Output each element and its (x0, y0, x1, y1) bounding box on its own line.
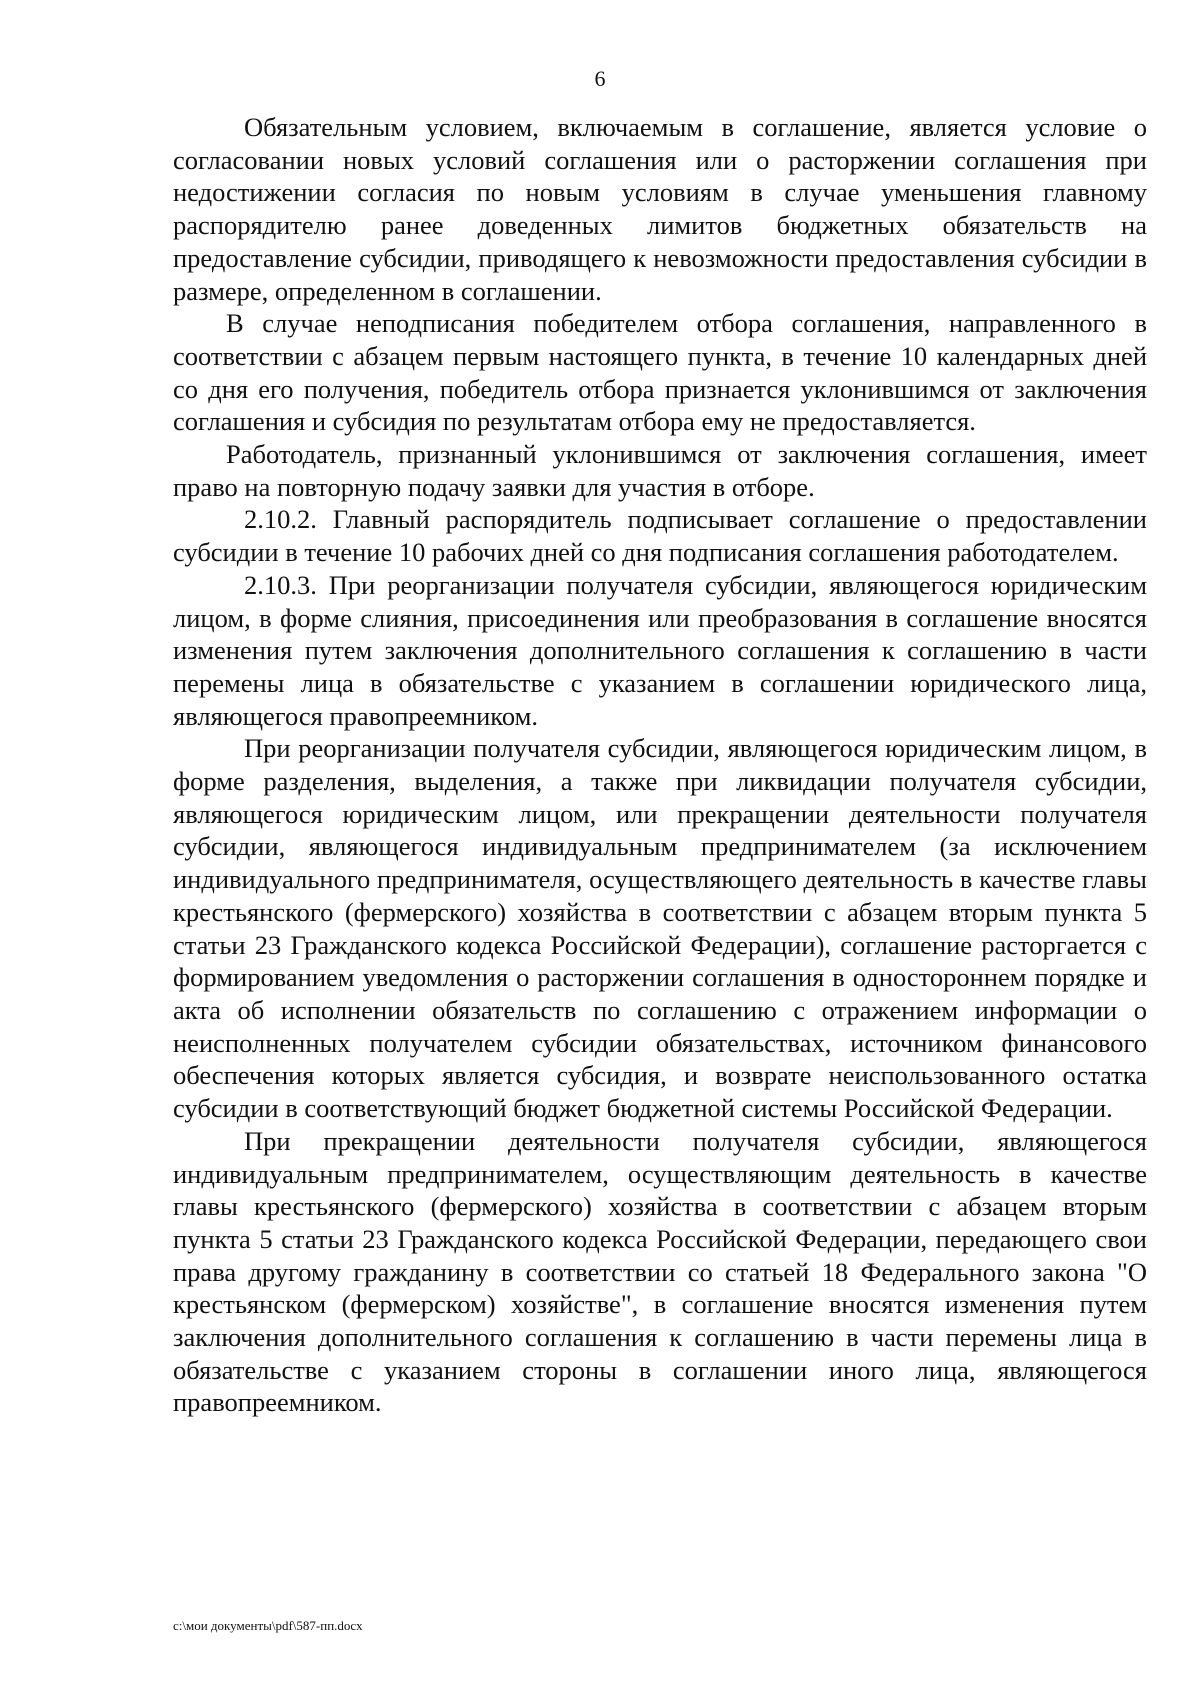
paragraph-employer-reapply: Работодатель, признанный уклонившимся от заключения соглашения, имеет право на повторную подачу заявки для участия в отборе. (173, 439, 1147, 502)
paragraph-reorganization-division: При реорганизации получателя субсидии, являющегося юридическим лицом, в форме разделения, выделения, а также при ликвидации получателя субсидии, являющегося юридическим лицом, или прекращении деятельности получателя субсидии, являющегося индивидуальным предпринимателем (за исключением индивидуального предпринимателя, осуществляющего деятельность в качестве главы крестьянского (фермерского) хозяйства в соответствии с абзацем вторым пункта 5 статьи 23 Гражданского кодекса Российской Федерации), соглашение расторгается с формированием уведомления о расторжении соглашения в одностороннем порядке и акта об исполнении обязательств по соглашению с отражением информации о неисполненных получателем субсидии обязательствах, источником финансового обеспечения которых является субсидия, и возврате неиспользованного остатка субсидии в соответствующий бюджет бюджетной системы Российской Федерации. (173, 733, 1147, 1124)
paragraph-2-10-2: 2.10.2. Главный распорядитель подписывает соглашение о предоставлении субсидии в течение 10 рабочих дней со дня подписания соглашения работодателем. (173, 504, 1147, 568)
page-number: 6 (594, 66, 606, 91)
paragraph-unsigned-agreement: В случае неподписания победителем отбора соглашения, направленного в соответствии с абзацем первым настоящего пункта, в течение 10 календарных дней со дня его получения, победитель отбора признается уклонившимся от заключения соглашения и субсидия по результатам отбора ему не предоставляется. (173, 308, 1147, 437)
document-body (173, 111, 1147, 1419)
paragraph-farm-termination: При прекращении деятельности получателя субсидии, являющегося индивидуальным предпринимателем, осуществляющим деятельность в качестве главы крестьянского (фермерского) хозяйства в соответствии с абзацем вторым пункта 5 статьи 23 Гражданского кодекса Российской Федерации, передающего свои права другому гражданину в соответствии со статьей 18 Федерального закона "О крестьянском (фермерском) хозяйстве", в соглашение вносятся изменения путем заключения дополнительного соглашения к соглашению в части перемены лица в обязательстве с указанием стороны в соглашении иного лица, являющегося правопреемником. (173, 1125, 1147, 1418)
paragraph-mandatory-condition: Обязательным условием, включаемым в соглашение, является условие о согласовании новых условий соглашения или о расторжении соглашения при недостижении согласия по новым условиям в случае уменьшения главному распорядителю ранее доведенных лимитов бюджетных обязательств на предоставление субсидии, приводящего к невозможности предоставления субсидии в размере, определенном в соглашении. (173, 112, 1147, 306)
paragraph-2-10-3: 2.10.3. При реорганизации получателя субсидии, являющегося юридическим лицом, в форме слияния, присоединения или преобразования в соглашение вносятся изменения путем заключения дополнительного соглашения к соглашению в части перемены лица в обязательстве с указанием в соглашении юридического лица, являющегося правопреемником. (173, 569, 1147, 731)
footer-file-path: c:\мои документы\pdf\587-пп.docx (173, 1618, 363, 1633)
